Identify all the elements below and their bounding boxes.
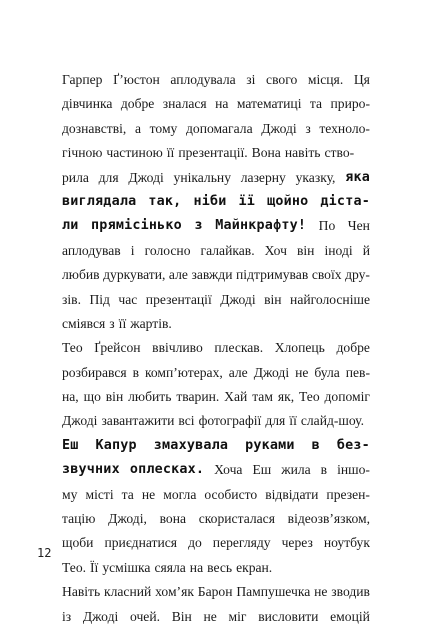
word: Джоді (82, 608, 119, 624)
word: частиною (106, 145, 163, 161)
text-line (62, 336, 370, 360)
word: в (320, 462, 328, 478)
word: щоби (62, 535, 94, 551)
word: ство- (324, 145, 355, 161)
text-line (62, 68, 370, 92)
word: екран. (236, 559, 273, 575)
word: та (121, 486, 134, 502)
word: місця. (307, 72, 344, 87)
word: з (109, 315, 115, 331)
word: указку, (295, 169, 336, 185)
word: очей. (130, 608, 160, 624)
word: особисто (204, 486, 258, 502)
word: ввічливо (152, 340, 203, 356)
word: через (281, 535, 313, 551)
word: приєднатися (104, 535, 178, 551)
word: найголосніше (290, 291, 370, 307)
word: Чен (347, 218, 370, 234)
word: унікальну (173, 169, 231, 185)
word: на, (62, 389, 79, 405)
word: лазерну (240, 169, 286, 185)
word: відеозв’язком, (287, 511, 370, 527)
bold-word: Еш (62, 437, 79, 453)
word: її (166, 145, 175, 161)
text-line (62, 312, 370, 336)
word: гічною (62, 145, 103, 161)
bold-word: в (311, 437, 320, 453)
word: свого (266, 72, 298, 87)
word: що (83, 389, 101, 405)
word: навіть (284, 145, 321, 161)
word: емоцій (330, 608, 370, 624)
text-line (62, 141, 370, 165)
word: дуркувати, (103, 267, 166, 283)
word: математиці (236, 96, 302, 112)
word: весь (207, 559, 233, 575)
word: вона (159, 511, 187, 527)
word: скористалася (198, 511, 275, 527)
text-line (62, 605, 370, 629)
word: ноутбук (323, 535, 370, 551)
word: добре (120, 96, 155, 112)
word: місті (85, 486, 114, 502)
word: могла (163, 486, 197, 502)
word: Її (90, 559, 99, 575)
text-line (62, 556, 370, 580)
word: її (289, 413, 297, 429)
bold-word: оплесках. (129, 462, 205, 478)
word: тому (149, 120, 178, 136)
word: жартів. (130, 315, 172, 331)
word: любить (128, 389, 172, 405)
word: її (118, 315, 127, 331)
word: сяяла (154, 559, 186, 575)
word: не (141, 486, 156, 502)
word: Хай (224, 389, 248, 405)
word: плескав. (214, 340, 264, 356)
text-line (62, 531, 370, 555)
word: розбирався (62, 364, 127, 380)
word: Джоді (128, 169, 164, 185)
bold-word: ли (62, 218, 79, 234)
page-number: 12 (37, 546, 52, 560)
word: класний (104, 584, 152, 600)
word: іноді (324, 242, 353, 258)
word: презентації. (178, 145, 248, 161)
word: допомагала (185, 120, 253, 136)
word: але (168, 267, 188, 283)
word: висловити (258, 608, 319, 624)
word: пев- (345, 364, 370, 380)
text-line (62, 190, 370, 214)
text-line (62, 409, 370, 433)
word: фотографії (198, 413, 262, 429)
text-line (62, 214, 370, 238)
word: відвідати (265, 486, 319, 502)
text-line (62, 483, 370, 507)
word: Хлопець (274, 340, 325, 356)
word: жила (281, 462, 311, 478)
word: добре (336, 340, 370, 356)
bold-word: її (238, 193, 256, 209)
bold-word: руками (245, 437, 295, 453)
word: Ця (353, 72, 370, 87)
word: Хоча (214, 462, 243, 478)
text-line (62, 385, 370, 409)
word: Джоді (220, 291, 256, 307)
text-line (62, 361, 370, 385)
text-line (62, 263, 370, 287)
bold-word: без- (336, 437, 370, 453)
bold-word: Капур (95, 437, 137, 453)
word: Джоді (253, 364, 290, 380)
word: Джоді (261, 120, 297, 136)
word: всі (178, 413, 195, 429)
bold-word: з (194, 218, 203, 234)
word: Еш (252, 462, 272, 478)
word: перегляду (212, 535, 271, 551)
text-line (62, 239, 370, 263)
word: По (318, 218, 336, 234)
word: там (252, 389, 273, 405)
word: Джоді (62, 413, 98, 429)
bold-word: Майнкрафту! (215, 218, 307, 234)
word: й (362, 242, 370, 258)
word: зводив (331, 584, 370, 600)
word: для (98, 169, 119, 185)
word: тацію (62, 511, 96, 527)
text-line (62, 166, 370, 190)
word: Вона (251, 145, 281, 161)
word: сміявся (62, 315, 106, 331)
text-line (62, 117, 370, 141)
bold-word: звучних (62, 462, 120, 478)
bold-word: діста- (320, 193, 370, 209)
bold-word: змахувала (153, 437, 229, 453)
word: Під (89, 291, 110, 307)
word: своїх (311, 267, 342, 283)
word: і (130, 242, 135, 258)
word: презен- (326, 486, 370, 502)
word: слайд-шоу. (300, 413, 365, 429)
word: він (296, 242, 315, 258)
word: дру- (345, 267, 370, 283)
word: Навіть (62, 584, 101, 600)
word: Барон (197, 584, 233, 600)
word: не (203, 608, 217, 624)
word: аплодувала (170, 72, 236, 87)
word: Ґрейсон (94, 340, 141, 356)
word: усмішка (102, 559, 151, 575)
word: дівчинка (62, 96, 113, 112)
word: хом’як (155, 584, 194, 600)
word: та (309, 96, 323, 112)
word: техноло- (319, 120, 370, 136)
word: завжди (191, 267, 233, 283)
word: на (189, 559, 204, 575)
bold-word: яка (345, 169, 370, 185)
text-line (62, 288, 370, 312)
word: на (215, 96, 229, 112)
word: а (134, 120, 141, 136)
word: тварин. (176, 389, 220, 405)
word: міг (228, 608, 247, 624)
word: Ґ’юстон (113, 72, 160, 87)
bold-word: виглядала (62, 193, 137, 209)
word: Хоч (264, 242, 287, 258)
word: любив (62, 267, 100, 283)
word: Тео (62, 340, 83, 356)
text-line (62, 507, 370, 531)
text-line (62, 580, 370, 604)
word: рила (62, 169, 89, 185)
word: в (132, 364, 139, 380)
text-line (62, 434, 370, 458)
word: комп’ютерах, (144, 364, 223, 380)
bold-word: так, (148, 193, 182, 209)
word: іншо- (337, 462, 370, 478)
bold-word: щойно (267, 193, 309, 209)
word: до (188, 535, 202, 551)
word: Він (171, 608, 192, 624)
text-line (62, 458, 370, 482)
word: Пампушечка (236, 584, 311, 600)
word: підтримував (236, 267, 309, 283)
word: приро- (330, 96, 370, 112)
word: для (265, 413, 286, 429)
word: із (62, 608, 72, 624)
word: була (314, 364, 340, 380)
word: час (118, 291, 138, 307)
word: не (295, 364, 309, 380)
word: зналася (162, 96, 207, 112)
word: дознавстві, (62, 120, 127, 136)
word: не (314, 584, 328, 600)
word: галайкав. (200, 242, 255, 258)
word: завантажити (101, 413, 175, 429)
word: допоміг (324, 389, 370, 405)
word: Тео. (62, 559, 87, 575)
body-text (62, 68, 370, 629)
bold-word: ніби (193, 193, 227, 209)
word: але (228, 364, 248, 380)
word: голосно (144, 242, 191, 258)
word: презентації (145, 291, 212, 307)
word: Тео (299, 389, 320, 405)
bold-word: прямісінько (91, 218, 182, 234)
word: Гарпер (62, 72, 103, 87)
word: він (264, 291, 282, 307)
word: зі (246, 72, 256, 87)
word: як, (277, 389, 295, 405)
text-line (62, 92, 370, 116)
word: зів. (62, 291, 81, 307)
word: з (305, 120, 311, 136)
word: аплодував (62, 242, 121, 258)
word: він (105, 389, 124, 405)
word: му (62, 486, 78, 502)
word: Джоді, (108, 511, 147, 527)
